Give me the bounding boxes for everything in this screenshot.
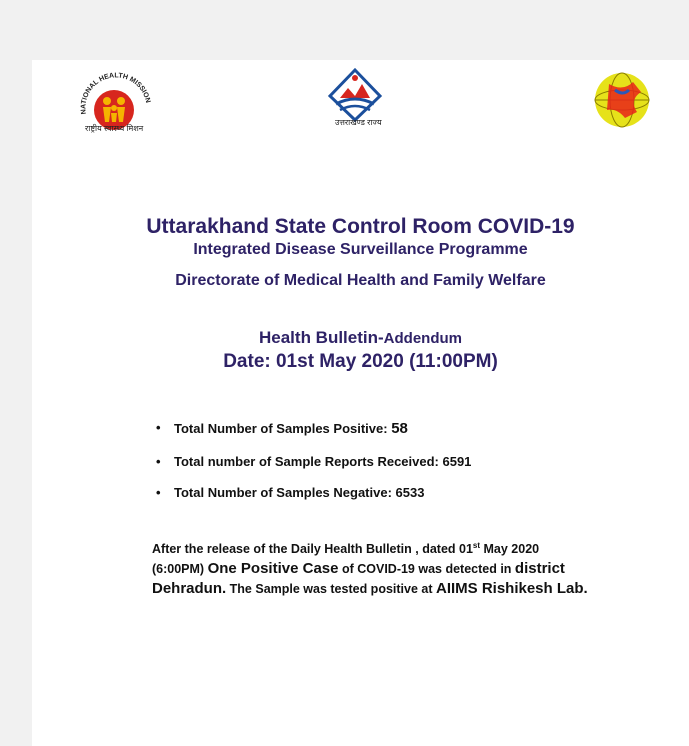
stat-positive bbox=[156, 420, 408, 437]
stat-label: Total Number of Samples Positive: bbox=[174, 421, 392, 436]
addendum-paragraph bbox=[152, 536, 612, 599]
stat-label: Total Number of Samples Negative: bbox=[174, 485, 396, 500]
bullet-icon: • bbox=[156, 454, 161, 469]
bullet-icon: • bbox=[156, 485, 161, 500]
para-text: of COVID-19 was detected in bbox=[338, 562, 515, 577]
stat-value: 6533 bbox=[395, 485, 425, 500]
page-title: Uttarakhand State Control Room COVID-19 bbox=[146, 215, 575, 238]
para-highlight: One Positive Case bbox=[207, 560, 339, 578]
nhm-arc-text: NATIONAL HEALTH MISSION bbox=[80, 72, 152, 115]
programme-name: Integrated Disease Surveillance Programme bbox=[193, 241, 528, 258]
directorate-name: Directorate of Medical Health and Family Welfare bbox=[175, 272, 546, 289]
para-text: May 2020 bbox=[480, 542, 540, 557]
para-highlight: AIIMS Rishikesh Lab. bbox=[435, 580, 588, 598]
bulletin-date: Date: 01st May 2020 (11:00PM) bbox=[223, 351, 498, 372]
nhm-caption: राष्ट्रीय स्वास्थ्य मिशन bbox=[85, 124, 144, 133]
bulletin-heading bbox=[32, 328, 689, 348]
stat-negative bbox=[156, 485, 425, 500]
stat-value: 58 bbox=[391, 420, 408, 437]
para-sup: st bbox=[472, 541, 481, 550]
para-highlight: district Dehradun. bbox=[152, 560, 565, 598]
stat-value: 6591 bbox=[442, 454, 472, 469]
bulletin-suffix: Addendum bbox=[383, 330, 462, 347]
uttarakhand-caption: उत्तराखण्ड राज्य bbox=[335, 118, 382, 127]
globe-logo bbox=[589, 70, 655, 130]
para-text: The Sample was tested positive at bbox=[226, 582, 436, 597]
para-text: (6:00PM) bbox=[152, 562, 208, 577]
stat-label: Total number of Sample Reports Received: bbox=[174, 454, 443, 469]
bullet-icon: • bbox=[156, 420, 161, 435]
para-text: After the release of the Daily Health Bulletin , dated 01 bbox=[152, 542, 473, 557]
bulletin-page bbox=[32, 60, 689, 746]
bulletin-main: Health Bulletin- bbox=[259, 328, 384, 347]
stat-received bbox=[156, 454, 472, 469]
